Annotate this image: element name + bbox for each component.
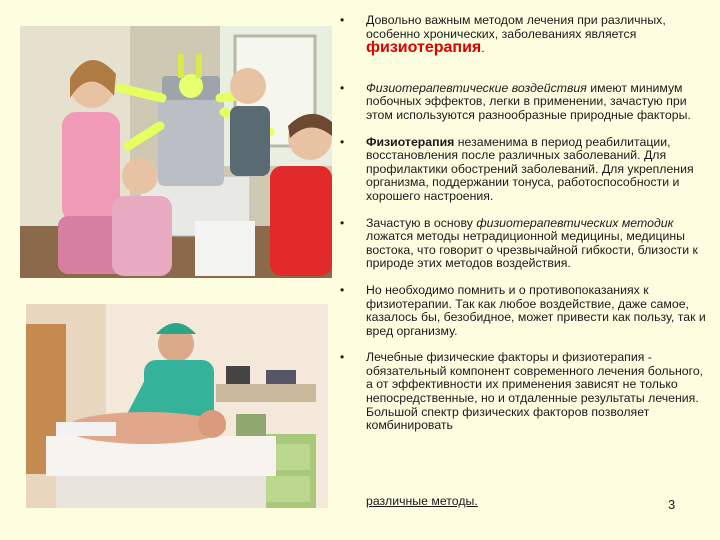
bullet-item-factors [340,351,712,433]
bullet-item-effects [340,82,712,123]
methods-text: ложатся методы нетрадиционной медицины, медицины востока, что говорит о чрезвычайной гибкости, близости к природе этих методов воздействия. [366,229,698,271]
effects-term: Физиотерапевтические воздействия [366,80,587,95]
bullet-dot: • [340,80,345,95]
bullet-dot: • [340,282,345,297]
effects-text: имеют минимум побочных эффектов, легки в применении, зачастую при этом используются разнообразные природные факторы. [366,80,691,122]
bullet-item-methods [340,217,712,271]
bullet-item-contraindications [340,284,712,338]
accent-term: физиотерапия [366,39,482,57]
bullet-dot: • [340,134,345,149]
methods-term: физиотерапевтических методик [476,215,674,230]
factors-text: Лечебные физические факторы и физиотерапия - обязательный компонент современного лечения больного, а от эффективности их применения зависят не только непосредственные, но и отдаленные результаты лечения. Большой спектр физических факторов позволяет комбинировать [366,350,704,433]
children-apparatus-illustration [20,26,332,278]
photo-massage-session [26,304,328,508]
bullet-dot: • [340,215,345,230]
rehab-text: незаменима в период реабилитации, восстановления после различных заболеваний. Для профилактики обострений заболеваний. Для укрепления организма, поддержании тонуса, работоспособности и хорошего настроения. [366,134,694,203]
intro-text: Довольно важным методом лечения при различных, особенно хронических, заболеваниях является [366,13,666,41]
bullet-item-rehabilitation [340,136,712,204]
rehab-term: Физиотерапия [366,134,455,149]
bullet-item-intro [340,14,712,56]
photo-children-physiotherapy [20,26,332,278]
methods-lead: Зачастую в основу [366,215,477,230]
tail-text: различные методы. [366,494,478,508]
massage-illustration [26,304,328,508]
contra-text: Но необходимо помнить и о противопоказаниях к физиотерапии. Так как любое воздействие, даже самое, казалось бы, безобидное, может привести как пользу, так и вред организму. [366,282,706,338]
intro-period: . [481,41,485,56]
text-column [340,14,712,446]
bullet-list [340,14,712,433]
bullet-dot: • [340,13,345,27]
page-number: 3 [668,497,676,512]
bullet-dot: • [340,350,345,365]
